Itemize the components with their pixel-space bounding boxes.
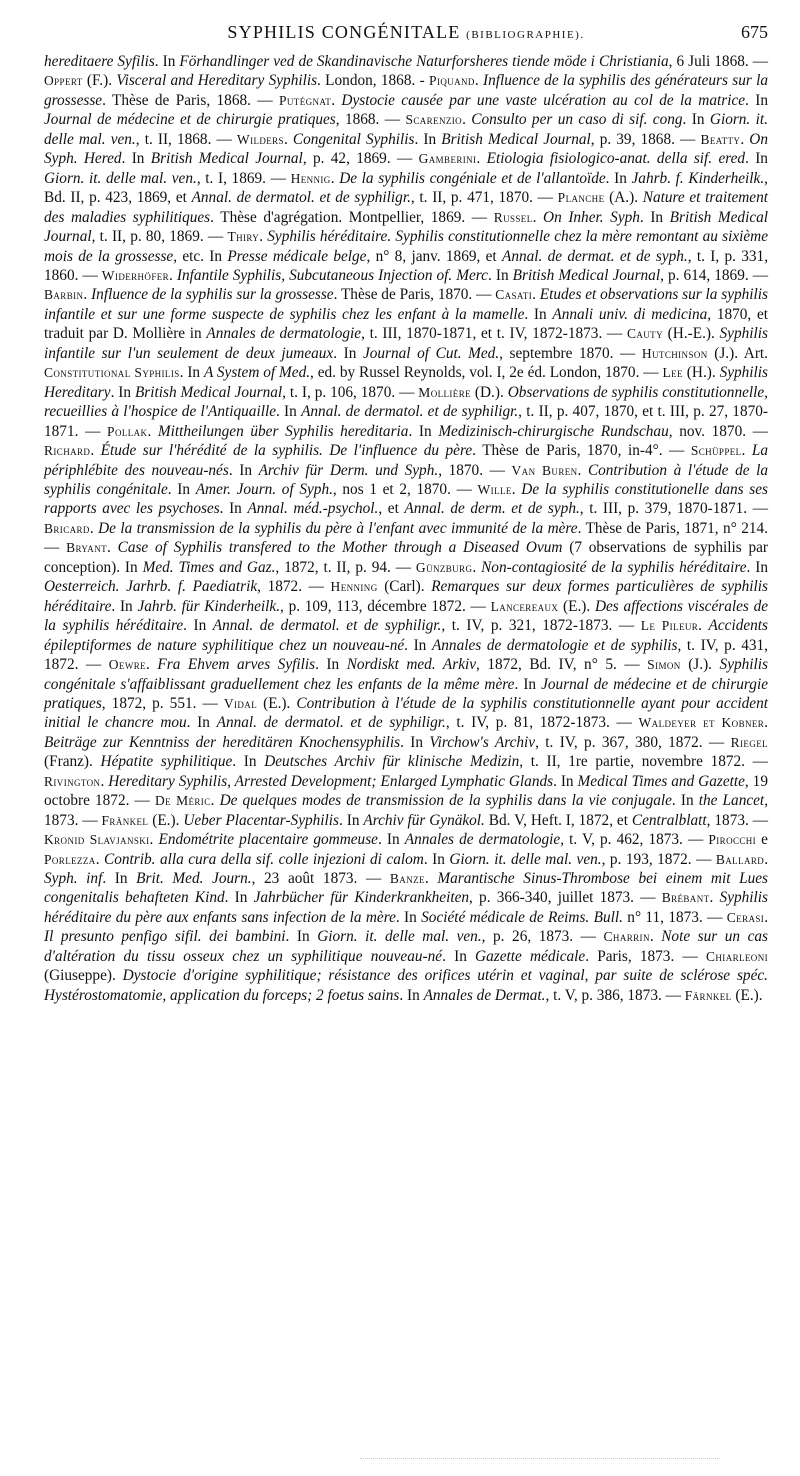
citation-text: , p. 614, 1869. —	[660, 266, 769, 284]
work-title: British Medical Journal	[134, 383, 283, 401]
citation-text: , ed. by Russel Reynolds, vol. I, 2e éd. London, 1870. —	[310, 364, 663, 382]
work-title: Annal. de derm. et de syph.	[404, 500, 580, 518]
work-title: Dystocie causée par une vaste ulcération au col de la matrice	[341, 91, 746, 109]
work-title: Nature et traitement des maladies syphilitiques	[44, 189, 768, 226]
citation-text: , t. IV, p. 321, 1872-1873. —	[441, 617, 641, 635]
citation-text: .	[577, 461, 588, 479]
citation-text: , t. II, 1868. —	[135, 130, 237, 148]
author-name: Rivington	[44, 773, 101, 789]
citation-text: , 6 Juli 1868. —	[668, 53, 769, 70]
citation-text: .	[107, 539, 118, 557]
citation-text: . In	[186, 714, 217, 732]
citation-text: . Thèse d'agrégation. Montpellier, 1869. —	[210, 208, 494, 226]
citation-text: .	[283, 130, 293, 148]
citation-text: .	[764, 850, 769, 868]
work-title: Annal. de dermatol. et de syphiligr.	[216, 714, 446, 732]
work-title: Fra Ehvem arves Syfilis	[157, 656, 316, 674]
work-title: Presse médicale belge	[227, 247, 367, 265]
citation-text: , 1870. —	[438, 461, 512, 479]
citation-text: , 23 août 1873. —	[251, 870, 390, 888]
citation-text: .	[741, 442, 752, 460]
author-name: Barbin	[44, 287, 84, 303]
citation-text: . In	[400, 733, 430, 751]
citation-text: . Paris, 1873. —	[585, 947, 706, 965]
citation-text: , 19 octobre 1872. —	[44, 772, 768, 810]
work-title: De quelques modes de transmission de la syphilis dans la vie conjugale	[219, 792, 672, 810]
citation-text: . In	[745, 91, 768, 109]
author-name: Lee	[662, 365, 683, 381]
work-title: Accidents épileptiformes de nature syphilitique chez un nouveau-né	[44, 617, 769, 654]
citation-text: , nov. 1870. —	[668, 422, 768, 440]
work-title: Influence de la syphilis sur la grossesse	[91, 286, 334, 304]
author-name: Hennig	[290, 170, 331, 186]
citation-text: , etc. In	[173, 247, 228, 265]
author-name: Riegel	[730, 734, 768, 750]
author-name: Casati	[495, 287, 533, 303]
work-title: Amer. Journ. of Syph.	[195, 480, 333, 498]
work-title: Syphilis héréditaire. Syphilis constitutionnelle chez la mère remontant au sixième mois de la grossesse	[44, 228, 768, 265]
citation-text: , 1870, et traduit par D. Mollière in	[44, 305, 768, 343]
citation-text: , t. IV, p. 431, 1872. —	[44, 636, 769, 674]
author-name: Le Pileur	[640, 618, 699, 634]
author-name: Richard	[44, 443, 91, 459]
work-title: Mittheilungen über Syphilis hereditaria	[157, 422, 409, 440]
citation-text: .	[474, 72, 483, 90]
work-title: Annal. de dermat. et de syph.	[501, 247, 688, 265]
work-title: Giorn. it. delle mal. ven.	[449, 850, 602, 868]
citation-text: .	[169, 266, 177, 284]
citation-text: (Giuseppe).	[44, 967, 123, 985]
citation-text: .	[331, 91, 342, 109]
work-title: Annales de Dermat.	[423, 986, 546, 1004]
work-title: Influence de la syphilis des générateurs sur la grossesse	[44, 72, 768, 109]
citation-text: (J.). Art.	[707, 344, 768, 362]
citation-text: (7 observations de syphilis par conception). In	[44, 539, 768, 576]
work-title: Étude sur l'hérédité de la syphilis. De l'influence du père	[100, 442, 473, 460]
author-name: Mollière	[418, 384, 471, 400]
citation-text: .	[740, 130, 750, 148]
citation-text: , t. I, p. 106, 1870. —	[282, 383, 419, 401]
work-title: Annali univ. di medicina	[552, 305, 708, 323]
author-name: Constitutional Syphilis	[44, 365, 180, 381]
work-title: Endométrite placentaire gommeuse	[158, 831, 378, 849]
citation-text: . Thèse de Paris, 1870. —	[333, 286, 496, 304]
work-title: Congenital Syphilis	[292, 130, 415, 148]
work-title: British Medical Journal	[150, 150, 303, 168]
citation-text: . In	[224, 889, 254, 907]
work-title: De la syphilis congéniale et de l'allantoïde	[339, 169, 606, 187]
work-title: British Medical Journal	[512, 266, 661, 284]
citation-text: , nos 1 et 2, 1870. —	[332, 480, 478, 498]
citation-text: . In	[110, 383, 135, 401]
work-title: Non-contagiosité de la syphilis héréditaire	[481, 558, 747, 576]
citation-text: .	[709, 889, 720, 907]
work-title: Oesterreich. Jarhrb. f. Paediatrik	[44, 578, 258, 596]
citation-text: . In	[553, 772, 578, 790]
header-title: SYPHILIS CONGÉNITALE	[227, 22, 461, 42]
citation-text: , t. II, 1re partie, novembre 1872. —	[519, 753, 768, 771]
work-title: Syphilis Hereditary	[44, 364, 769, 401]
citation-text: .	[764, 714, 769, 732]
author-name: Scarenzio	[405, 112, 463, 128]
work-title: Dystocie d'origine syphilitique; résistance des orifices utérin et vaginal, par suite de sclérose spéc. Hystérostomatomie, application du forceps; 2 foetus sains	[44, 967, 768, 1004]
citation-text: .	[649, 928, 662, 946]
author-name: Pollak	[107, 423, 148, 439]
work-title: De la transmission de la syphilis du père à l'enfant avec immunité de la mère	[98, 519, 578, 537]
citation-text: .	[89, 519, 99, 537]
citation-text: .	[83, 286, 92, 304]
work-title: Medical Times and Gazette	[577, 772, 745, 790]
citation-text: . London, 1868. -	[317, 72, 430, 90]
bibliography-page	[44, 22, 768, 1005]
citation-text: .	[472, 558, 482, 576]
work-title: Med. Times and Gaz.	[142, 558, 276, 576]
citation-text: . Thèse de Paris, 1871, n° 214. —	[44, 519, 769, 557]
citation-text: , p. 109, 113, décembre 1872. —	[280, 597, 491, 615]
citation-text: . In	[745, 150, 768, 168]
work-title: A System of Med.	[203, 364, 311, 382]
citation-text: , p. 26, 1873. —	[481, 928, 604, 946]
citation-text: .	[698, 617, 709, 635]
citation-text: , 1872. —	[257, 578, 331, 596]
work-title: Syph. inf	[44, 870, 103, 888]
work-title: Note sur un cas d'altération du tissu osseux chez un syphilitique nouveau-né	[44, 928, 768, 965]
author-name: Kronid Slavjanski	[44, 832, 150, 848]
author-name: Wilders	[236, 131, 284, 147]
header-subtitle: (BIBLIOGRAPHIE).	[466, 29, 585, 41]
citation-text: .	[146, 656, 158, 674]
author-name: Wille	[477, 481, 512, 497]
citation-text: .	[532, 208, 544, 226]
author-name: Fränkel	[101, 812, 149, 828]
work-title: Annal. de dermatol. et de syphiligr.	[191, 189, 411, 207]
citation-text: .	[764, 908, 769, 926]
author-name: Putégnat	[279, 92, 332, 108]
citation-text: . In	[219, 500, 248, 518]
work-title: Observations de syphilis constitutionnelle, recueillies à l'hospice de l'Antiquaille	[44, 383, 768, 421]
author-name: Bricard	[44, 520, 90, 536]
author-name: Ballard	[715, 851, 765, 867]
author-name: Planche	[557, 190, 605, 206]
citation-text: .	[147, 422, 158, 440]
bibliography-paragraph	[44, 52, 768, 1005]
work-title: Consulto per un caso di sif. cong	[471, 111, 683, 129]
citation-text: . In	[605, 169, 632, 187]
citation-text: . In	[179, 364, 204, 382]
author-name: Charrin	[603, 929, 650, 945]
citation-text: , t. II, p. 407, 1870, et t. III, p. 27, 1870-1871. —	[44, 403, 768, 440]
work-title: Jahrb. f. Kinderheilk.	[631, 169, 765, 187]
author-name: Schüppel	[690, 443, 742, 459]
work-title: Annales de dermatologie et de syphilis	[431, 636, 678, 654]
citation-text: , t. II, p. 80, 1869. —	[91, 228, 228, 246]
citation-text: e	[756, 831, 768, 849]
citation-text: . In	[154, 53, 180, 70]
citation-text: , n° 8, janv. 1869, et	[366, 247, 502, 265]
work-title: Journal of Cut. Med.	[362, 344, 500, 362]
citation-text: Bd. V, Heft. I, 1872, et	[484, 811, 632, 829]
author-name: Chiarleoni	[706, 948, 768, 964]
citation-text: .	[95, 850, 105, 868]
work-title: Nordiskt med. Arkiv	[346, 656, 477, 674]
citation-text: . In	[408, 422, 439, 440]
citation-text: , p. 42, 1869. —	[302, 150, 419, 168]
author-name: Günzburg	[415, 559, 473, 575]
author-name: Beatty	[700, 131, 741, 147]
work-title: Annales de dermatologie	[404, 831, 561, 849]
work-title: British Medical Journal	[441, 130, 591, 148]
citation-text: , t. I, 1869. —	[196, 169, 291, 187]
work-title: Journal de médecine et de chirurgie pratiques	[44, 675, 768, 712]
citation-text: , t. V, p. 462, 1873. —	[560, 831, 709, 849]
author-name: Bryant	[66, 540, 108, 556]
citation-text: . In	[228, 461, 259, 479]
citation-text: (Carl).	[377, 578, 432, 596]
work-title: the Lancet	[698, 792, 765, 810]
citation-text: , et	[378, 500, 405, 518]
citation-text: .	[210, 792, 220, 810]
author-name: Van Buren	[511, 462, 578, 478]
work-title: Giorn. it. delle mal. ven.	[317, 928, 482, 946]
work-title: Ueber Placentar-Syphilis	[183, 811, 339, 829]
author-name: Lancereaux	[490, 598, 559, 614]
citation-text: . In	[682, 111, 710, 129]
citation-text: , t. III, p. 379, 1870-1871. —	[579, 500, 769, 518]
citation-text: (E.).	[558, 597, 595, 615]
citation-text: (Franz).	[44, 753, 101, 771]
work-title: Etiologia fisiologico-anat. della sif. ered	[486, 150, 746, 168]
citation-text: (D.).	[471, 383, 508, 401]
citation-text: , p. 366-340, juillet 1873. —	[469, 889, 662, 907]
work-title: Hépatite syphilitique	[100, 753, 233, 771]
citation-text: (E.).	[148, 811, 184, 829]
citation-text: , t. I, p. 331, 1860. —	[44, 247, 769, 284]
work-title: On Syph. Hered	[44, 130, 768, 168]
citation-text: . In	[746, 558, 768, 576]
author-name: Piquand	[429, 73, 475, 89]
citation-text: . In	[102, 870, 137, 888]
work-title: Infantile Syphilis, Subcutaneous Injection of. Merc	[176, 266, 488, 284]
citation-text: (E.).	[257, 694, 297, 712]
work-title: Giorn. it. delle mal. ven.	[44, 169, 197, 187]
citation-text: . In	[671, 792, 699, 810]
citation-text: .	[462, 111, 472, 129]
work-title: Etudes et observations sur la syphilis infantile et sur une forme suspecte de syphilis chez les enfant à la mamelle	[44, 286, 768, 323]
citation-text: . Thèse de Paris, 1868. —	[102, 91, 279, 109]
author-name: Banze	[389, 871, 425, 887]
author-name: Färnkel	[684, 987, 732, 1003]
citation-text: , t. IV, p. 81, 1872-1873. —	[445, 714, 639, 732]
author-name: Vidal	[223, 695, 258, 711]
work-title: Case of Syphilis transfered to the Mother through a Diseased Ovum	[117, 539, 563, 557]
citation-text: . Thèse de Paris, 1870, in-4°. —	[472, 442, 691, 460]
citation-text: . In	[404, 636, 432, 654]
author-name: Brébant	[661, 890, 710, 906]
citation-text: , 1873. —	[44, 792, 769, 829]
citation-text: . In	[514, 675, 542, 693]
author-name: Russel	[493, 209, 533, 225]
work-title: Gazette médicale	[475, 947, 586, 965]
work-title: Virchow's Archiv	[429, 733, 536, 751]
work-title: Société médicale de Reims. Bull.	[421, 908, 623, 926]
citation-text: , 1872, Bd. IV, n° 5. —	[476, 656, 648, 674]
author-name: Oewre	[108, 657, 147, 673]
work-title: Hereditary Syphilis, Arrested Development; Enlarged Lymphatic Glands	[108, 772, 554, 790]
citation-text: n° 11, 1873. —	[622, 908, 727, 926]
work-title: Il presunto penfigo sifil. dei bambini	[44, 928, 286, 946]
citation-text: , 1873. —	[706, 811, 769, 829]
citation-text: . In	[487, 266, 513, 284]
citation-text: . In	[333, 344, 363, 362]
citation-text: .	[532, 286, 540, 304]
citation-text: , t. V, p. 386, 1873. —	[545, 986, 685, 1004]
running-header	[44, 22, 768, 52]
work-title: Annales de dermatologie	[206, 325, 362, 343]
work-title: Contribution à l'étude de la syphilis congénitale	[44, 461, 768, 498]
citation-text: , t. IV, p. 367, 380, 1872. —	[535, 733, 731, 751]
work-title: Deutsches Archiv für klinische Medizin	[264, 753, 520, 771]
work-title: Jahrbücher für Kinderkrankheiten	[253, 889, 470, 907]
citation-text: . In	[395, 908, 422, 926]
citation-text: .	[476, 150, 487, 168]
citation-text: , 1872, p. 551. —	[101, 694, 224, 712]
work-title: Archiv für Gynäkol.	[363, 811, 485, 829]
author-name: Henning	[330, 579, 378, 595]
citation-text: . In	[524, 305, 553, 323]
citation-text: .	[511, 480, 522, 498]
citation-text: .	[90, 442, 101, 460]
work-title: Remarques sur deux formes particulières de syphilis héréditaire	[44, 578, 768, 615]
citation-text: , septembre 1870. —	[499, 344, 642, 362]
citation-text: , Bd. II, p. 423, 1869, et	[44, 169, 768, 207]
citation-text: . In	[414, 130, 442, 148]
citation-text: , 1868. —	[335, 111, 406, 129]
citation-text: (A.).	[604, 189, 643, 207]
citation-text: , p. 193, 1872. —	[601, 850, 716, 868]
citation-text: (F.).	[82, 72, 117, 90]
citation-text: . In	[275, 403, 302, 421]
work-title: Beiträge zur Kenntniss der hereditären Knochensyphilis	[44, 733, 401, 751]
author-name: Widerhöfer	[101, 267, 170, 283]
work-title: Contribution à l'étude de la syphilis constitutionnelle ayant pour accident initial le chancre mou	[44, 694, 768, 732]
author-name: Oppert	[44, 73, 83, 89]
work-title: Journal de médecine et de chirurgie pratiques	[44, 111, 336, 129]
author-name: Pirocchi	[708, 832, 757, 848]
author-name: Cerasi	[726, 909, 765, 925]
author-name: Cauty	[626, 326, 663, 342]
citation-text: . In	[339, 811, 364, 829]
work-title: Syphilis infantile sur l'un seulement de deux jumeaux	[44, 325, 768, 362]
author-name: Gamberini	[418, 151, 477, 167]
citation-text: . In	[167, 480, 196, 498]
citation-text: .	[149, 831, 159, 849]
work-title: Förhandlinger ved de Skandinavische Naturforsheres tiende möde i Christiania	[179, 53, 669, 70]
work-title: Jahrb. für Kinderheilk.	[137, 597, 281, 615]
citation-text: , t. II, p. 471, 1870. —	[410, 189, 558, 207]
citation-text: . In	[315, 656, 347, 674]
work-title: Des affections viscérales de la syphilis héréditaire	[44, 597, 769, 635]
work-title: Annal. méd.-psychol.	[247, 500, 379, 518]
work-title: Visceral and Hereditary Syphilis	[116, 72, 318, 90]
citation-text: (H.-E.).	[662, 325, 720, 343]
citation-text: .	[100, 772, 109, 790]
work-title: British Medical Journal	[44, 208, 769, 246]
citation-text: .	[330, 169, 340, 187]
citation-text: , p. 39, 1868. —	[590, 130, 701, 148]
citation-text: , t. III, 1870-1871, et t. IV, 1872-1873. —	[361, 325, 627, 343]
citation-text: . In	[639, 208, 670, 226]
work-title: Syphilis héréditaire du père aux enfants sans infection de la mère	[44, 889, 768, 926]
citation-text: . In	[121, 150, 151, 168]
citation-text: (E.).	[731, 986, 763, 1004]
work-title: De la syphilis constitutionelle dans ses rapports avec les psychoses	[44, 480, 768, 518]
citation-text: (H.).	[682, 364, 720, 382]
citation-text: . In	[232, 753, 265, 771]
work-title: La périphlébite des nouveau-nés	[44, 442, 769, 479]
work-title: Syphilis congénitale s'affaiblissant graduellement chez les enfants de la même mère	[44, 656, 768, 693]
citation-text: . In	[399, 986, 424, 1004]
work-title: Giorn. it. delle mal. ven.	[44, 111, 768, 148]
citation-text: . In	[442, 947, 476, 965]
work-title: Marantische Sinus-Thrombose bei einem mit Lues congenitalis behafteten Kind	[44, 870, 768, 907]
citation-text: . In	[111, 597, 138, 615]
work-title: Contrib. alla cura della sif. colle injezioni di calom	[104, 850, 424, 868]
citation-text: . In	[183, 617, 213, 635]
citation-text: . In	[285, 928, 318, 946]
work-title: Annal. de dermatol. et de syphiligr.	[301, 403, 519, 421]
work-title: On Inher. Syph	[543, 208, 640, 226]
citation-text: .	[424, 870, 438, 888]
work-title: Medizinisch-chirurgische Rundschau	[438, 422, 669, 440]
author-name: Thiry	[227, 229, 260, 245]
author-name: Simon	[647, 657, 681, 673]
author-name: De Méric	[154, 793, 211, 809]
author-name: Porlezza	[44, 851, 96, 867]
author-name: Waldeyer et Kobner	[638, 715, 765, 731]
citation-text: , 1872, t. II, p. 94. —	[275, 558, 416, 576]
citation-text: (J.).	[680, 656, 720, 674]
page-number: 675	[741, 22, 768, 42]
work-title: Centralblatt	[631, 811, 707, 829]
citation-text: . In	[377, 831, 405, 849]
work-title: hereditaere Syfilis	[44, 53, 155, 70]
citation-text: .	[259, 228, 268, 246]
work-title: Archiv für Derm. und Syph.	[258, 461, 439, 479]
faint-bottom-rule	[360, 1458, 720, 1459]
citation-text: . In	[423, 850, 450, 868]
author-name: Hutchinson	[641, 345, 708, 361]
work-title: Annal. de dermatol. et de syphiligr.	[212, 617, 442, 635]
work-title: Brit. Med. Journ.	[136, 870, 252, 888]
